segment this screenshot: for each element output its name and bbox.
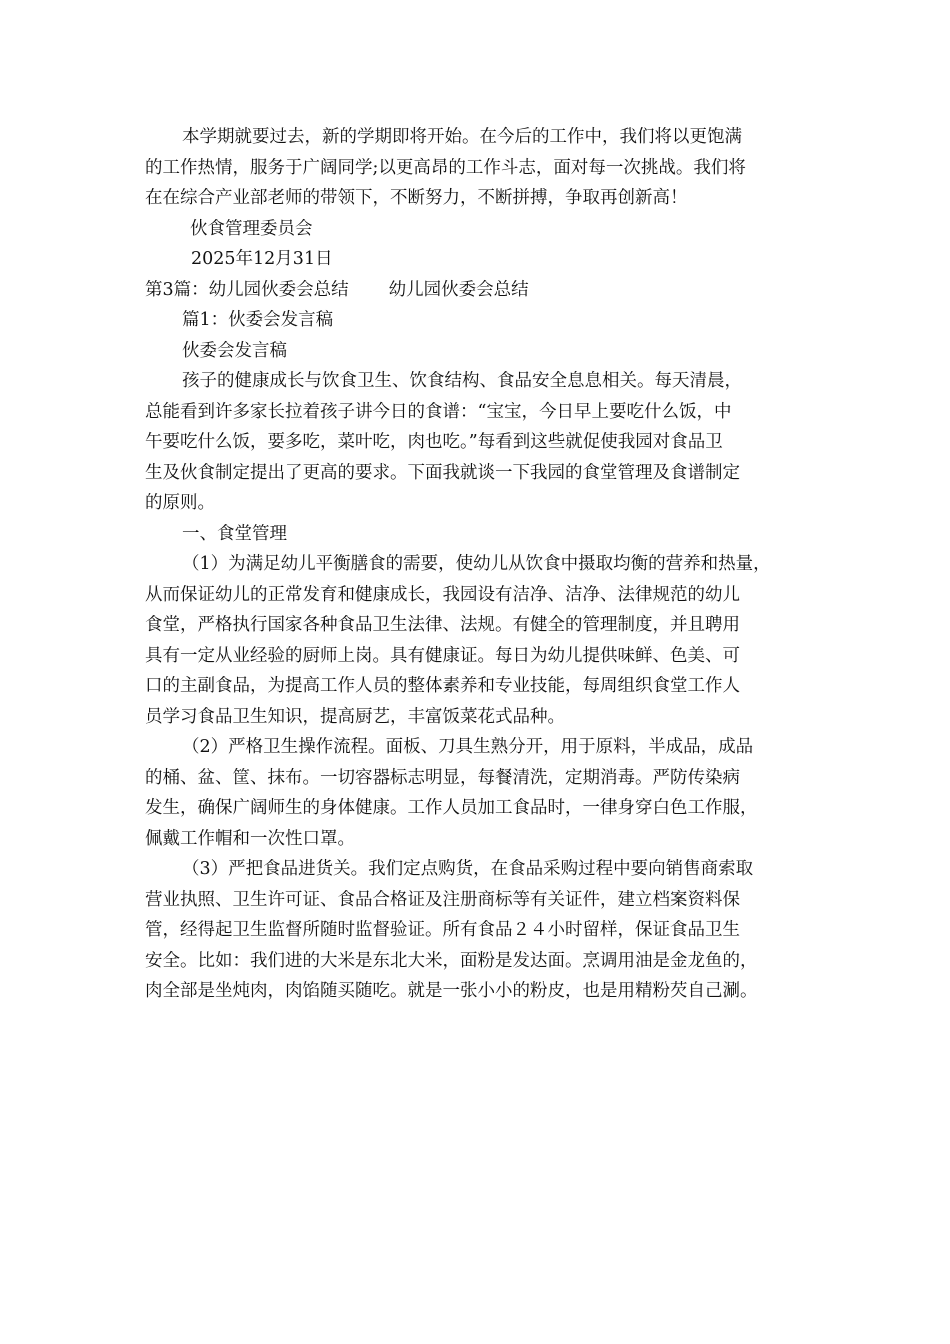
para3-line-3: 管，经得起卫生监督所随时监督验证。所有食品２４小时留样，保证食品卫生 [145,920,740,940]
section-title-canteen: 一、食堂管理 [182,523,287,544]
para1-line-4: 具有一定从业经验的厨师上岗。具有健康证。每日为幼儿提供味鲜、色美、可 [145,645,740,666]
para1-line-2: 从而保证幼儿的正常发育和健康成长，我园设有洁净、洁净、法律规范的幼儿 [145,584,740,605]
closing-line-1: 本学期就要过去，新的学期即将开始。在今后的工作中，我们将以更饱满 [182,127,742,147]
para2-line-2: 的桶、盆、筐、抹布。一切容器标志明显，每餐清洗，定期消毒。严防传染病 [145,767,740,788]
speech-title: 伙委会发言稿 [182,340,287,361]
paragraph-3 [145,854,815,1007]
para3-line-4: 安全。比如：我们进的大米是东北大米，面粉是发达面。烹调用油是金龙鱼的， [145,950,758,971]
para3-line-2: 营业执照、卫生许可证、食品合格证及注册商标等有关证件，建立档案资料保 [145,889,740,910]
para1-line-3: 食堂，严格执行国家各种食品卫生法律、法规。有健全的管理制度，并且聘用 [145,615,740,635]
closing-line-3: 在在综合产业部老师的带领下，不断努力，不断拼搏，争取再创新高！ [145,188,688,208]
part-label: 篇1：伙委会发言稿 [182,310,334,330]
article-heading [145,275,815,306]
intro-paragraph [145,366,815,519]
paragraph-1 [145,549,815,732]
article-heading-right: 幼儿园伙委会总结 [388,279,529,300]
intro-line-4: 生及伙食制定提出了更高的要求。下面我就谈一下我园的食堂管理及食谱制定 [145,462,740,483]
document-page [145,122,815,1007]
para1-line-5: 口的主副食品，为提高工作人员的整体素养和专业技能，每周组织食堂工作人 [145,676,740,696]
para1-line-6: 员学习食品卫生知识，提高厨艺，丰富饭菜花式品种。 [145,706,565,727]
article-heading-left: 第3篇：幼儿园伙委会总结 [145,279,349,300]
para3-line-1: （3）严把食品进货关。我们定点购货，在食品采购过程中要向销售商索取 [182,859,754,879]
para2-line-1: （2）严格卫生操作流程。面板、刀具生熟分开，用于原料，半成品，成品 [182,737,754,757]
para2-line-4: 佩戴工作帽和一次性口罩。 [145,828,355,849]
paragraph-2 [145,732,815,854]
para3-line-5: 肉全部是坐炖肉，肉馅随买随吃。就是一张小小的粉皮，也是用精粉芡自己涮。 [145,981,758,1001]
signature-date: 2025年12月31日 [191,249,333,269]
closing-paragraph [145,122,815,214]
para1-line-1: （1）为满足幼儿平衡膳食的需要，使幼儿从饮食中摄取均衡的营养和热量， [182,554,771,574]
closing-line-2: 的工作热情，服务于广阔同学;以更高昂的工作斗志，面对每一次挑战。我们将 [145,157,746,178]
intro-line-2: 总能看到许多家长拉着孩子讲今日的食谱：“宝宝，今日早上要吃什么饭，中 [145,401,732,422]
signature: 伙食管理委员会 [190,218,313,239]
intro-line-5: 的原则。 [145,493,215,513]
intro-line-1: 孩子的健康成长与饮食卫生、饮食结构、食品安全息息相关。每天清晨， [182,371,742,391]
intro-line-3: 午要吃什么饭，要多吃，菜叶吃，肉也吃。”每看到这些就促使我园对食品卫 [145,432,723,452]
para2-line-3: 发生，确保广阔师生的身体健康。工作人员加工食品时，一律身穿白色工作服， [145,798,758,818]
